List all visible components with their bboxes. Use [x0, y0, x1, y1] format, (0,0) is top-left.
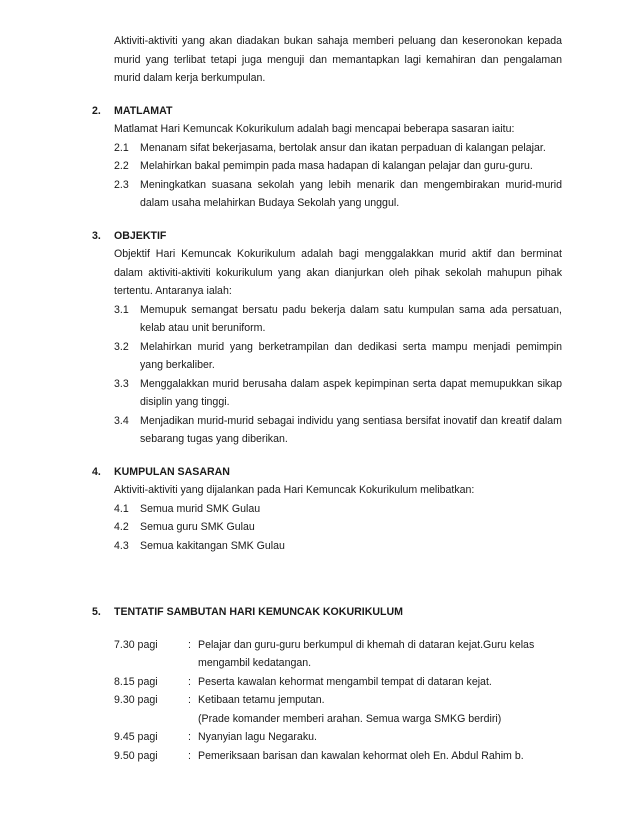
- section-items: [114, 139, 562, 213]
- schedule-desc: Ketibaan tetamu jemputan.: [198, 694, 325, 706]
- schedule-desc: Pemeriksaan barisan dan kawalan kehormat oleh En. Abdul Rahim b.: [198, 749, 524, 762]
- item-number: 2.3: [114, 178, 129, 191]
- section-matlamat: [92, 102, 562, 213]
- list-item: [114, 157, 562, 176]
- schedule-desc-group: [198, 691, 562, 728]
- section-items: [114, 500, 562, 556]
- item-number: 3.3: [114, 377, 129, 390]
- schedule-row: [114, 691, 562, 728]
- schedule-time: 9.30 pagi: [114, 694, 158, 706]
- item-text: Semua murid SMK Gulau: [140, 502, 261, 515]
- list-item: [114, 500, 562, 519]
- section-body: Objektif Hari Kemuncak Kokurikulum adalah bagi menggalakkan murid aktif dan berminat dalam aktiviti-aktiviti kokurikulum yang akan dianjurkan oleh pihak sekolah mahupun pihak tertentu. Antaranya ialah:: [114, 248, 562, 297]
- item-text: Memupuk semangat bersatu padu bekerja dalam satu kumpulan sama ada persatuan, kelab atau unit beruniform.: [140, 303, 562, 334]
- item-text: Menanam sifat bekerjasama, bertolak ansur dan ikatan perpaduan di kalangan pelajar.: [140, 141, 546, 154]
- item-text: Menjadikan murid-murid sebagai individu yang sentiasa bersifat inovatif dan kreatif dalam sebarang tugas yang diberikan.: [140, 414, 562, 445]
- list-item: [114, 375, 562, 412]
- item-number: 3.1: [114, 303, 129, 316]
- section-heading: [92, 463, 562, 482]
- schedule-colon: :: [188, 694, 191, 706]
- section-title: TENTATIF SAMBUTAN HARI KEMUNCAK KOKURIKULUM: [114, 606, 403, 618]
- schedule-time: 9.45 pagi: [114, 731, 158, 743]
- item-text: Semua kakitangan SMK Gulau: [140, 539, 285, 552]
- section-body: Aktiviti-aktiviti yang dijalankan pada Hari Kemuncak Kokurikulum melibatkan:: [114, 484, 475, 496]
- item-number: 4.3: [114, 539, 129, 552]
- item-number: 4.2: [114, 521, 129, 533]
- section-number: 4.: [92, 465, 101, 478]
- schedule-colon: :: [188, 749, 191, 762]
- list-item: [114, 338, 562, 375]
- item-number: 3.4: [114, 414, 129, 427]
- section-number: 2.: [92, 104, 101, 117]
- item-text: Semua guru SMK Gulau: [140, 521, 255, 533]
- section-title: OBJEKTIF: [114, 229, 167, 242]
- schedule-row: [114, 728, 562, 747]
- schedule-time: 8.15 pagi: [114, 675, 158, 688]
- item-text: Meningkatkan suasana sekolah yang lebih menarik dan mengembirakan murid-murid dalam usaha melahirkan Budaya Sekolah yang unggul.: [140, 178, 562, 209]
- item-number: 3.2: [114, 340, 129, 353]
- schedule-colon: :: [188, 675, 191, 688]
- section-title: MATLAMAT: [114, 104, 173, 117]
- schedule-row: [114, 747, 562, 766]
- list-item: [114, 301, 562, 338]
- item-number: 4.1: [114, 502, 129, 515]
- section-heading: [92, 603, 562, 622]
- list-item: [114, 537, 562, 556]
- section-objektif: [92, 227, 562, 449]
- item-text: Menggalakkan murid berusaha dalam aspek kepimpinan serta dapat memupukkan sikap disiplin yang tinggi.: [140, 377, 562, 408]
- schedule-colon: :: [188, 731, 191, 743]
- section-body: Matlamat Hari Kemuncak Kokurikulum adalah bagi mencapai beberapa sasaran iaitu:: [114, 123, 515, 135]
- item-text: Melahirkan murid yang berketrampilan dan dedikasi serta mampu menjadi pemimpin yang berkaliber.: [140, 340, 562, 371]
- section-heading: [92, 102, 562, 121]
- item-text: Melahirkan bakal pemimpin pada masa hadapan di kalangan pelajar dan guru-guru.: [140, 160, 533, 172]
- schedule-table: [114, 636, 562, 766]
- schedule-desc: Nyanyian lagu Negaraku.: [198, 731, 317, 743]
- section-number: 5.: [92, 606, 101, 618]
- schedule-colon: :: [188, 638, 191, 651]
- item-number: 2.1: [114, 141, 129, 154]
- section-items: [114, 301, 562, 449]
- intro-paragraph: Aktiviti-aktiviti yang akan diadakan bukan sahaja memberi peluang dan keseronokan kepada murid yang terlibat tetapi juga menguji dan memantapkan lagi kemahiran dan pengalaman murid dalam kerja berkumpulan.: [114, 35, 562, 84]
- schedule-desc-note: (Prade komander memberi arahan. Semua warga SMKG berdiri): [198, 712, 502, 725]
- section-tentatif: [92, 603, 562, 765]
- section-heading: [92, 227, 562, 246]
- list-item: [114, 176, 562, 213]
- item-number: 2.2: [114, 160, 129, 172]
- section-spacer: [92, 555, 562, 589]
- list-item: [114, 412, 562, 449]
- schedule-time: 9.50 pagi: [114, 749, 158, 762]
- schedule-desc: Pelajar dan guru-guru berkumpul di khemah di dataran kejat.Guru kelas mengambil kedatangan.: [198, 638, 535, 669]
- section-kumpulan-sasaran: [92, 463, 562, 556]
- list-item: [114, 518, 562, 537]
- schedule-row: [114, 636, 562, 673]
- section-number: 3.: [92, 229, 101, 242]
- schedule-row: [114, 673, 562, 692]
- section-title: KUMPULAN SASARAN: [114, 465, 230, 478]
- schedule-time: 7.30 pagi: [114, 638, 158, 651]
- list-item: [114, 139, 562, 158]
- schedule-desc: Peserta kawalan kehormat mengambil tempat di dataran kejat.: [198, 675, 492, 688]
